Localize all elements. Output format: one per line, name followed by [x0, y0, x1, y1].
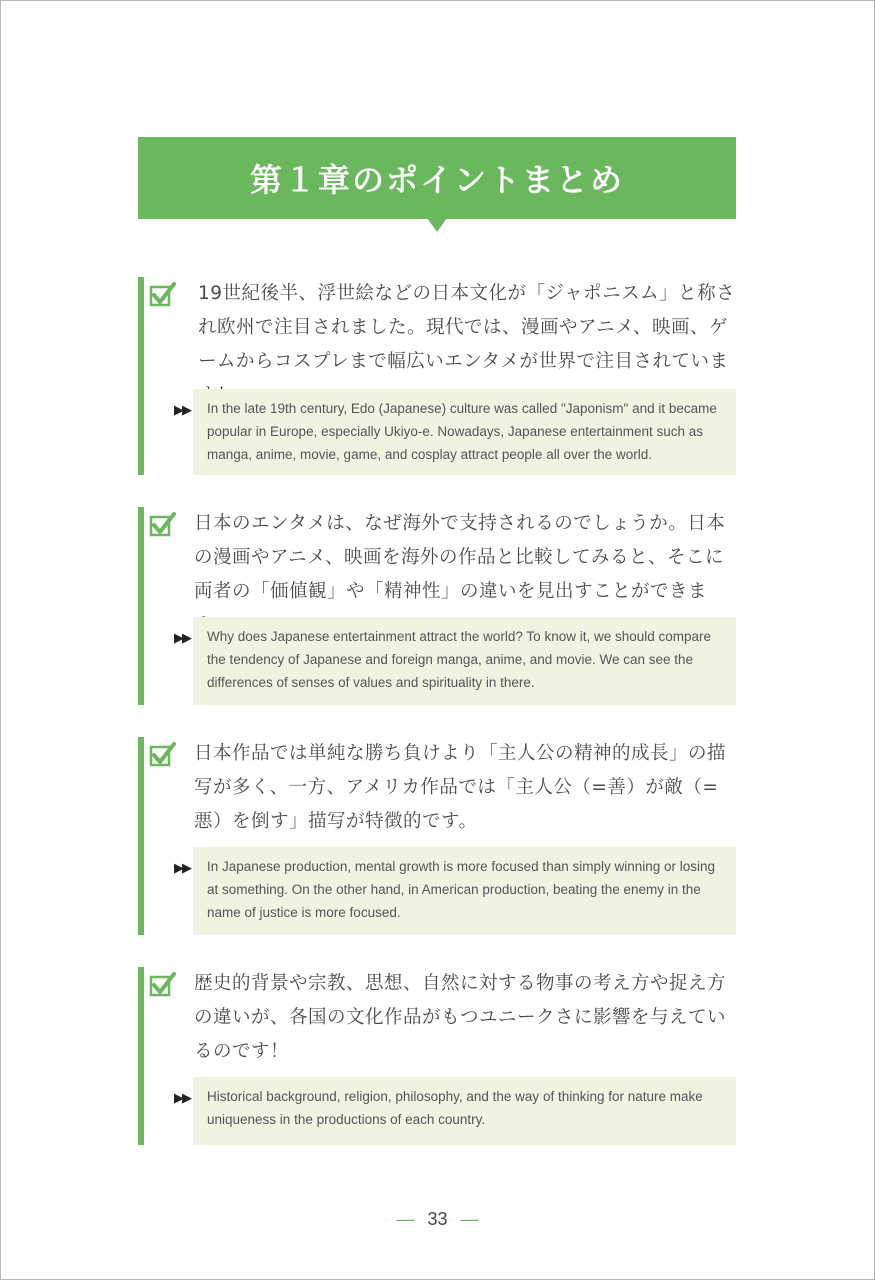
chapter-banner — [138, 137, 736, 219]
double-arrow-icon: ▶▶ — [174, 861, 190, 876]
page-footer — [1, 1209, 874, 1230]
folio-dash-right: — — [460, 1209, 479, 1229]
double-arrow-icon: ▶▶ — [174, 631, 190, 646]
page-number: 33 — [427, 1209, 448, 1229]
accent-bar — [138, 507, 144, 705]
accent-bar — [138, 967, 144, 1145]
double-arrow-icon: ▶▶ — [174, 403, 190, 418]
point-text-en: In Japanese production, mental growth is more focused than simply winning or losing at something. On the other hand, in American production, beating the enemy in the name of justice is more focused. — [193, 847, 736, 935]
checkbox-check-icon — [148, 971, 176, 999]
checkbox-check-icon — [148, 511, 176, 539]
point-text-jp: 日本のエンタメは、なぜ海外で支持されるのでしょうか。日本の漫画やアニメ、映画を海外の作品と比較してみると、そこに両者の「価値観」や「精神性」の違いを見出すことができま — [194, 513, 726, 602]
checkbox-check-icon — [148, 281, 176, 309]
page-title: 第１章のポイントまとめ — [249, 161, 624, 199]
folio-dash-left: — — [396, 1209, 415, 1229]
checkbox-check-icon — [148, 741, 176, 769]
double-arrow-icon: ▶▶ — [174, 1091, 190, 1106]
point-text-jp: 19世紀後半、浮世絵などの日本文化が「ジャポニスム」と称され欧州で注目されました。現代では、漫画やアニメ、映画、ゲームからコスプレまで幅広いエンタメが世界で注目されていま — [198, 283, 736, 372]
accent-bar — [138, 737, 144, 935]
point-text-en: In the late 19th century, Edo (Japanese) culture was called "Japonism" and it became popular in Europe, especially Ukiyo-e. Nowadays, Japanese entertainment such as manga, anime, movie, game, and cosplay attract people all over the world. — [193, 389, 736, 475]
accent-bar — [138, 277, 144, 475]
point-block-1 — [138, 277, 736, 475]
point-block-4 — [138, 967, 736, 1145]
point-text-jp: 歴史的背景や宗教、思想、自然に対する物事の考え方や捉え方の違いが、各国の文化作品がもつユニークさに影響を与えているのです！ — [194, 973, 727, 1062]
point-text-en: Why does Japanese entertainment attract the world? To know it, we should compare the tendency of Japanese and foreign manga, anime, and movie. We can see the differences of senses of values and spirituality in there. — [193, 617, 736, 705]
point-block-3 — [138, 737, 736, 935]
point-text-jp: 日本作品では単純な勝ち負けより「主人公の精神的成長」の描写が多く、一方、アメリカ作品では「主人公（=善）が敵（=悪）を倒す」描写が特徴的です。 — [194, 743, 727, 832]
point-block-2 — [138, 507, 736, 705]
point-text-en: Historical background, religion, philosophy, and the way of thinking for nature make uniqueness in the productions of each country. — [193, 1077, 736, 1145]
banner-notch — [427, 218, 447, 232]
